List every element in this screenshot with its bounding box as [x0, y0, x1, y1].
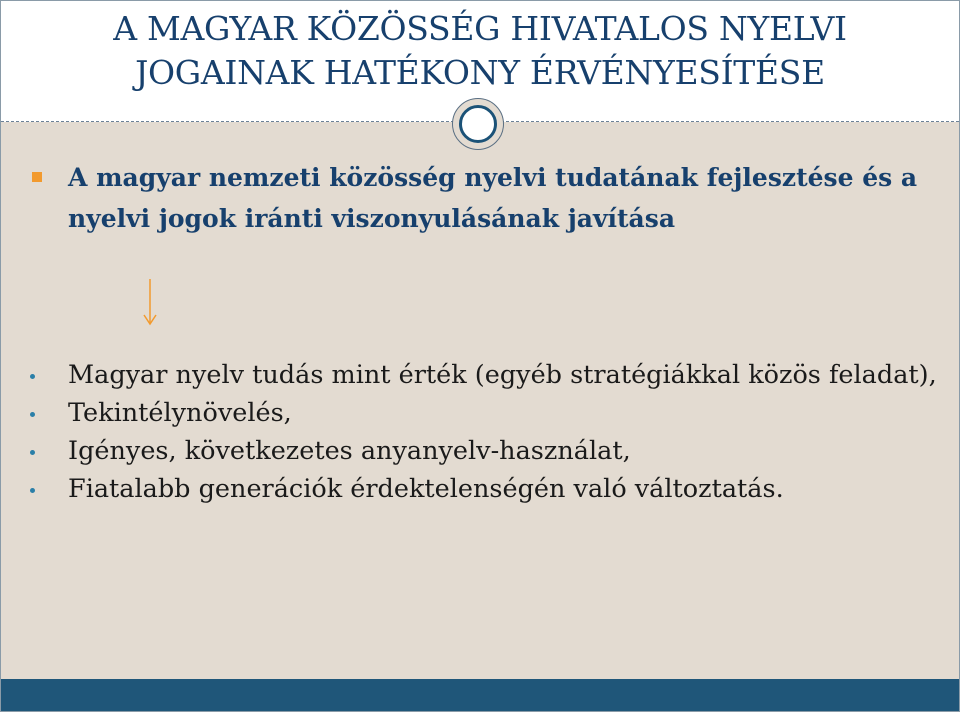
- sub-points-list: [1, 356, 959, 508]
- dot-bullet-icon: [30, 374, 35, 379]
- arrow-down-icon: [139, 279, 161, 327]
- sub-point-text: Fiatalabb generációk érdektelenségén való változtatás.: [68, 474, 784, 504]
- dot-bullet-icon: [30, 412, 35, 417]
- list-item: [1, 356, 938, 394]
- list-item: [1, 394, 938, 432]
- double-circle-inner: [459, 105, 497, 143]
- dot-bullet-icon: [30, 488, 35, 493]
- list-item: [1, 432, 938, 470]
- double-circle-icon: [452, 98, 504, 150]
- square-bullet-icon: [32, 172, 42, 182]
- slide-title: [1, 7, 959, 95]
- sub-point-text: Tekintélynövelés,: [68, 398, 292, 428]
- main-point: A magyar nemzeti közösség nyelvi tudatának fejlesztése és a nyelvi jogok iránti viszonyulásának javítása: [68, 163, 918, 233]
- dot-bullet-icon: [30, 450, 35, 455]
- title-line-1: A MAGYAR KÖZÖSSÉG HIVATALOS NYELVI: [113, 9, 847, 48]
- list-item: [1, 470, 938, 508]
- sub-point-text: Igényes, következetes anyanyelv-használat,: [68, 436, 631, 466]
- title-line-2: JOGAINAK HATÉKONY ÉRVÉNYESÍTÉSE: [135, 53, 825, 92]
- sub-point-text: Magyar nyelv tudás mint érték (egyéb stratégiákkal közös feladat),: [68, 360, 937, 390]
- footer-bar: [1, 679, 959, 711]
